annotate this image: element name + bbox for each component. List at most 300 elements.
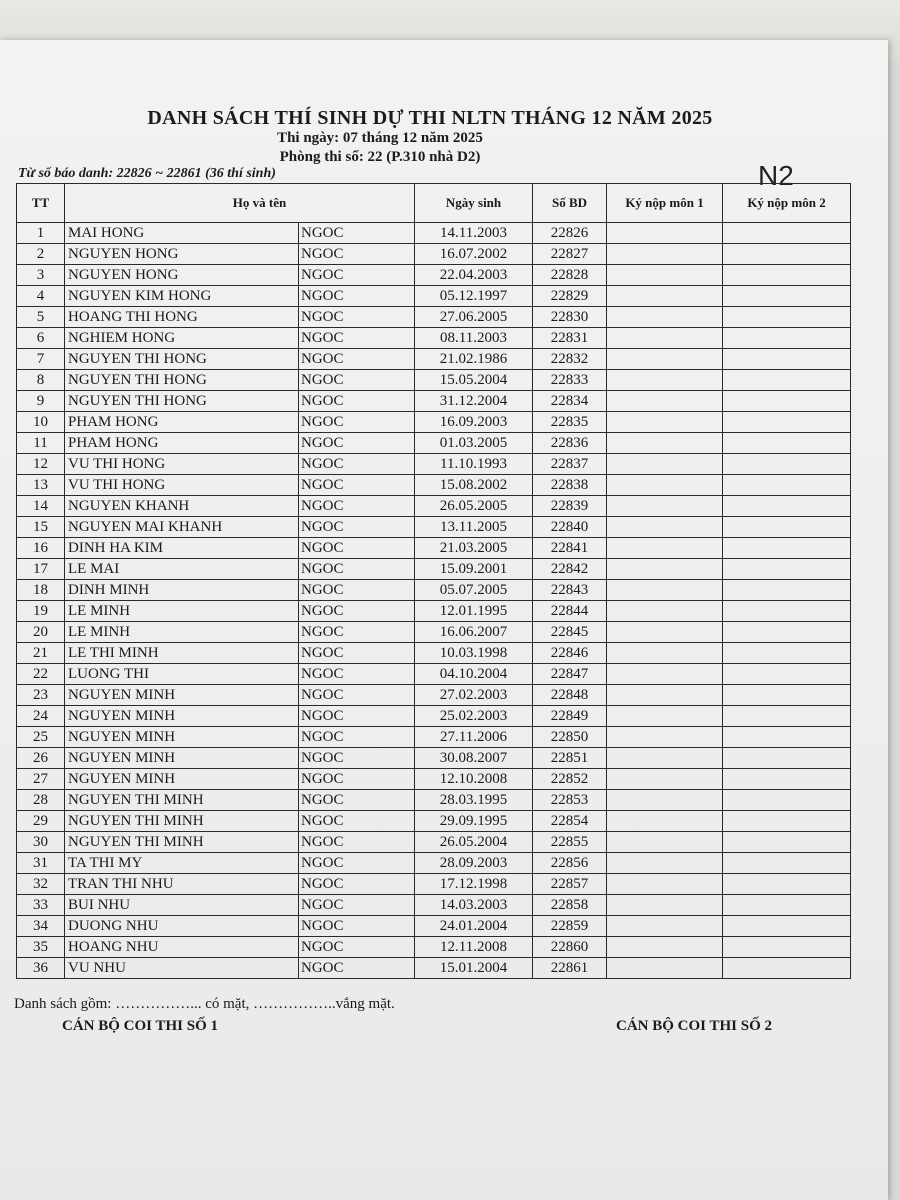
row-candidate-number: 22832 — [533, 349, 607, 370]
row-signature-subject-1[interactable] — [607, 832, 723, 853]
table-row — [17, 937, 851, 958]
row-signature-subject-1[interactable] — [607, 580, 723, 601]
row-birth-date: 14.11.2003 — [415, 223, 533, 244]
table-row — [17, 412, 851, 433]
row-surname: PHAM HONG — [65, 433, 299, 454]
row-signature-subject-1[interactable] — [607, 328, 723, 349]
row-number: 21 — [17, 643, 65, 664]
row-signature-subject-2[interactable] — [723, 307, 851, 328]
row-candidate-number: 22860 — [533, 937, 607, 958]
table-row — [17, 601, 851, 622]
row-given-name: NGOC — [299, 874, 415, 895]
row-number: 13 — [17, 475, 65, 496]
row-signature-subject-2[interactable] — [723, 454, 851, 475]
row-signature-subject-1[interactable] — [607, 664, 723, 685]
row-number: 6 — [17, 328, 65, 349]
table-row — [17, 790, 851, 811]
row-signature-subject-2[interactable] — [723, 706, 851, 727]
table-row — [17, 580, 851, 601]
row-birth-date: 05.12.1997 — [415, 286, 533, 307]
row-signature-subject-2[interactable] — [723, 790, 851, 811]
row-signature-subject-2[interactable] — [723, 517, 851, 538]
row-birth-date: 15.09.2001 — [415, 559, 533, 580]
row-surname: NGUYEN MINH — [65, 748, 299, 769]
row-given-name: NGOC — [299, 769, 415, 790]
row-candidate-number: 22828 — [533, 265, 607, 286]
row-candidate-number: 22843 — [533, 580, 607, 601]
row-candidate-number: 22861 — [533, 958, 607, 979]
row-candidate-number: 22836 — [533, 433, 607, 454]
row-surname: NGUYEN HONG — [65, 244, 299, 265]
row-surname: NGUYEN MINH — [65, 685, 299, 706]
table-row — [17, 559, 851, 580]
table-header-row — [17, 184, 851, 223]
row-given-name: NGOC — [299, 727, 415, 748]
row-given-name: NGOC — [299, 328, 415, 349]
table-row — [17, 265, 851, 286]
row-birth-date: 12.01.1995 — [415, 601, 533, 622]
row-signature-subject-2[interactable] — [723, 874, 851, 895]
row-surname: DINH HA KIM — [65, 538, 299, 559]
row-surname: LE MINH — [65, 601, 299, 622]
row-signature-subject-1[interactable] — [607, 853, 723, 874]
row-surname: NGUYEN MINH — [65, 769, 299, 790]
row-number: 7 — [17, 349, 65, 370]
handwritten-group-mark: N2 — [758, 160, 794, 191]
row-signature-subject-2[interactable] — [723, 559, 851, 580]
row-number: 18 — [17, 580, 65, 601]
row-birth-date: 08.11.2003 — [415, 328, 533, 349]
row-surname: NGUYEN MAI KHANH — [65, 517, 299, 538]
row-given-name: NGOC — [299, 706, 415, 727]
row-candidate-number: 22835 — [533, 412, 607, 433]
row-birth-date: 22.04.2003 — [415, 265, 533, 286]
row-surname: NGUYEN THI MINH — [65, 790, 299, 811]
row-birth-date: 16.06.2007 — [415, 622, 533, 643]
row-signature-subject-1[interactable] — [607, 223, 723, 244]
row-signature-subject-2[interactable] — [723, 601, 851, 622]
row-birth-date: 24.01.2004 — [415, 916, 533, 937]
row-number: 29 — [17, 811, 65, 832]
row-signature-subject-2[interactable] — [723, 853, 851, 874]
row-given-name: NGOC — [299, 517, 415, 538]
row-signature-subject-2[interactable] — [723, 265, 851, 286]
row-signature-subject-1[interactable] — [607, 622, 723, 643]
row-number: 19 — [17, 601, 65, 622]
row-signature-subject-2[interactable] — [723, 580, 851, 601]
table-row — [17, 685, 851, 706]
row-given-name: NGOC — [299, 538, 415, 559]
row-signature-subject-2[interactable] — [723, 832, 851, 853]
row-given-name: NGOC — [299, 307, 415, 328]
row-number: 32 — [17, 874, 65, 895]
row-surname: BUI NHU — [65, 895, 299, 916]
row-birth-date: 14.03.2003 — [415, 895, 533, 916]
table-row — [17, 328, 851, 349]
col-header-dob: Ngày sinh — [415, 184, 533, 223]
row-candidate-number: 22833 — [533, 370, 607, 391]
row-signature-subject-1[interactable] — [607, 454, 723, 475]
table-row — [17, 958, 851, 979]
row-candidate-number: 22839 — [533, 496, 607, 517]
row-signature-subject-1[interactable] — [607, 517, 723, 538]
row-given-name: NGOC — [299, 391, 415, 412]
row-given-name: NGOC — [299, 748, 415, 769]
row-number: 34 — [17, 916, 65, 937]
table-row — [17, 706, 851, 727]
row-number: 14 — [17, 496, 65, 517]
row-candidate-number: 22851 — [533, 748, 607, 769]
document-title: DANH SÁCH THÍ SINH DỰ THI NLTN THÁNG 12 NĂM 2025 — [147, 107, 713, 129]
row-birth-date: 17.12.1998 — [415, 874, 533, 895]
row-signature-subject-2[interactable] — [723, 916, 851, 937]
row-given-name: NGOC — [299, 811, 415, 832]
row-given-name: NGOC — [299, 916, 415, 937]
table-row — [17, 895, 851, 916]
row-birth-date: 21.03.2005 — [415, 538, 533, 559]
row-surname: MAI HONG — [65, 223, 299, 244]
row-given-name: NGOC — [299, 286, 415, 307]
table-row — [17, 517, 851, 538]
row-number: 23 — [17, 685, 65, 706]
row-given-name: NGOC — [299, 349, 415, 370]
table-row — [17, 496, 851, 517]
row-number: 20 — [17, 622, 65, 643]
row-number: 10 — [17, 412, 65, 433]
row-surname: TRAN THI NHU — [65, 874, 299, 895]
table-row — [17, 916, 851, 937]
row-candidate-number: 22831 — [533, 328, 607, 349]
row-signature-subject-1[interactable] — [607, 790, 723, 811]
row-signature-subject-1[interactable] — [607, 496, 723, 517]
row-signature-subject-1[interactable] — [607, 958, 723, 979]
row-given-name: NGOC — [299, 643, 415, 664]
row-number: 12 — [17, 454, 65, 475]
row-surname: LE THI MINH — [65, 643, 299, 664]
row-number: 2 — [17, 244, 65, 265]
row-given-name: NGOC — [299, 622, 415, 643]
row-signature-subject-1[interactable] — [607, 706, 723, 727]
row-candidate-number: 22852 — [533, 769, 607, 790]
row-given-name: NGOC — [299, 244, 415, 265]
row-birth-date: 28.09.2003 — [415, 853, 533, 874]
row-birth-date: 27.11.2006 — [415, 727, 533, 748]
row-given-name: NGOC — [299, 895, 415, 916]
row-signature-subject-1[interactable] — [607, 643, 723, 664]
row-candidate-number: 22854 — [533, 811, 607, 832]
row-candidate-number: 22850 — [533, 727, 607, 748]
row-birth-date: 28.03.1995 — [415, 790, 533, 811]
row-candidate-number: 22847 — [533, 664, 607, 685]
row-number: 35 — [17, 937, 65, 958]
row-birth-date: 15.08.2002 — [415, 475, 533, 496]
row-number: 26 — [17, 748, 65, 769]
row-given-name: NGOC — [299, 370, 415, 391]
table-row — [17, 748, 851, 769]
table-row — [17, 223, 851, 244]
row-given-name: NGOC — [299, 601, 415, 622]
row-candidate-number: 22858 — [533, 895, 607, 916]
row-signature-subject-2[interactable] — [723, 244, 851, 265]
row-candidate-number: 22846 — [533, 643, 607, 664]
col-header-sign2: Ký nộp môn 2 — [723, 184, 851, 223]
row-number: 27 — [17, 769, 65, 790]
table-row — [17, 622, 851, 643]
row-surname: NGUYEN THI HONG — [65, 391, 299, 412]
row-candidate-number: 22856 — [533, 853, 607, 874]
row-number: 5 — [17, 307, 65, 328]
row-surname: LUONG THI — [65, 664, 299, 685]
row-surname: NGUYEN THI MINH — [65, 832, 299, 853]
row-number: 4 — [17, 286, 65, 307]
table-row — [17, 286, 851, 307]
row-candidate-number: 22838 — [533, 475, 607, 496]
row-surname: HOANG NHU — [65, 937, 299, 958]
row-signature-subject-1[interactable] — [607, 349, 723, 370]
row-number: 15 — [17, 517, 65, 538]
row-candidate-number: 22859 — [533, 916, 607, 937]
row-signature-subject-2[interactable] — [723, 370, 851, 391]
row-signature-subject-2[interactable] — [723, 811, 851, 832]
row-candidate-number: 22849 — [533, 706, 607, 727]
row-birth-date: 05.07.2005 — [415, 580, 533, 601]
row-given-name: NGOC — [299, 832, 415, 853]
row-surname: DINH MINH — [65, 580, 299, 601]
row-signature-subject-1[interactable] — [607, 538, 723, 559]
row-birth-date: 31.12.2004 — [415, 391, 533, 412]
table-row — [17, 811, 851, 832]
row-signature-subject-1[interactable] — [607, 685, 723, 706]
row-signature-subject-1[interactable] — [607, 286, 723, 307]
row-signature-subject-1[interactable] — [607, 391, 723, 412]
row-birth-date: 01.03.2005 — [415, 433, 533, 454]
table-row — [17, 244, 851, 265]
row-surname: NGUYEN HONG — [65, 265, 299, 286]
row-surname: VU THI HONG — [65, 454, 299, 475]
row-signature-subject-1[interactable] — [607, 475, 723, 496]
table-row — [17, 349, 851, 370]
row-candidate-number: 22840 — [533, 517, 607, 538]
row-signature-subject-2[interactable] — [723, 475, 851, 496]
row-birth-date: 13.11.2005 — [415, 517, 533, 538]
row-given-name: NGOC — [299, 496, 415, 517]
row-number: 28 — [17, 790, 65, 811]
row-surname: NGUYEN KIM HONG — [65, 286, 299, 307]
table-row — [17, 454, 851, 475]
row-given-name: NGOC — [299, 265, 415, 286]
col-header-sbd: Số BD — [533, 184, 607, 223]
row-signature-subject-2[interactable] — [723, 412, 851, 433]
row-signature-subject-2[interactable] — [723, 748, 851, 769]
row-candidate-number: 22841 — [533, 538, 607, 559]
row-birth-date: 21.02.1986 — [415, 349, 533, 370]
row-given-name: NGOC — [299, 937, 415, 958]
row-surname: NGUYEN KHANH — [65, 496, 299, 517]
row-candidate-number: 22826 — [533, 223, 607, 244]
row-signature-subject-2[interactable] — [723, 223, 851, 244]
row-candidate-number: 22830 — [533, 307, 607, 328]
col-header-tt: TT — [17, 184, 65, 223]
attendance-summary: Danh sách gồm: ……………... có mặt, ……………..vắng mặt. — [14, 996, 395, 1012]
row-signature-subject-1[interactable] — [607, 727, 723, 748]
row-birth-date: 12.10.2008 — [415, 769, 533, 790]
row-given-name: NGOC — [299, 454, 415, 475]
row-birth-date: 27.02.2003 — [415, 685, 533, 706]
row-signature-subject-1[interactable] — [607, 412, 723, 433]
row-signature-subject-1[interactable] — [607, 370, 723, 391]
table-row — [17, 538, 851, 559]
row-birth-date: 29.09.1995 — [415, 811, 533, 832]
row-surname: NGHIEM HONG — [65, 328, 299, 349]
row-number: 17 — [17, 559, 65, 580]
col-header-name: Họ và tên — [65, 184, 415, 223]
row-signature-subject-1[interactable] — [607, 874, 723, 895]
table-row — [17, 832, 851, 853]
row-signature-subject-1[interactable] — [607, 244, 723, 265]
row-surname: NGUYEN THI MINH — [65, 811, 299, 832]
row-given-name: NGOC — [299, 685, 415, 706]
row-candidate-number: 22837 — [533, 454, 607, 475]
table-row — [17, 874, 851, 895]
candidate-table — [16, 183, 851, 979]
row-signature-subject-2[interactable] — [723, 538, 851, 559]
row-surname: NGUYEN THI HONG — [65, 349, 299, 370]
row-surname: PHAM HONG — [65, 412, 299, 433]
exam-date: Thi ngày: 07 tháng 12 năm 2025 — [277, 130, 483, 146]
row-signature-subject-1[interactable] — [607, 433, 723, 454]
row-birth-date: 30.08.2007 — [415, 748, 533, 769]
row-surname: NGUYEN THI HONG — [65, 370, 299, 391]
row-surname: NGUYEN MINH — [65, 727, 299, 748]
row-birth-date: 11.10.1993 — [415, 454, 533, 475]
row-signature-subject-1[interactable] — [607, 811, 723, 832]
row-signature-subject-1[interactable] — [607, 265, 723, 286]
row-signature-subject-2[interactable] — [723, 286, 851, 307]
row-surname: VU THI HONG — [65, 475, 299, 496]
row-given-name: NGOC — [299, 412, 415, 433]
row-number: 16 — [17, 538, 65, 559]
row-surname: LE MINH — [65, 622, 299, 643]
row-birth-date: 25.02.2003 — [415, 706, 533, 727]
row-birth-date: 16.09.2003 — [415, 412, 533, 433]
row-candidate-number: 22845 — [533, 622, 607, 643]
table-row — [17, 727, 851, 748]
row-given-name: NGOC — [299, 580, 415, 601]
row-number: 33 — [17, 895, 65, 916]
table-row — [17, 370, 851, 391]
row-given-name: NGOC — [299, 664, 415, 685]
table-row — [17, 853, 851, 874]
row-signature-subject-2[interactable] — [723, 391, 851, 412]
row-surname: NGUYEN MINH — [65, 706, 299, 727]
row-given-name: NGOC — [299, 853, 415, 874]
row-birth-date: 27.06.2005 — [415, 307, 533, 328]
proctor-2-label: CÁN BỘ COI THI SỐ 2 — [616, 1018, 773, 1034]
row-number: 3 — [17, 265, 65, 286]
row-given-name: NGOC — [299, 790, 415, 811]
table-row — [17, 769, 851, 790]
row-signature-subject-2[interactable] — [723, 958, 851, 979]
row-signature-subject-2[interactable] — [723, 895, 851, 916]
row-candidate-number: 22848 — [533, 685, 607, 706]
table-row — [17, 664, 851, 685]
row-number: 1 — [17, 223, 65, 244]
row-candidate-number: 22842 — [533, 559, 607, 580]
row-signature-subject-1[interactable] — [607, 937, 723, 958]
col-header-sign1: Ký nộp môn 1 — [607, 184, 723, 223]
row-signature-subject-2[interactable] — [723, 328, 851, 349]
row-signature-subject-1[interactable] — [607, 601, 723, 622]
row-signature-subject-1[interactable] — [607, 895, 723, 916]
table-row — [17, 307, 851, 328]
row-candidate-number: 22857 — [533, 874, 607, 895]
row-given-name: NGOC — [299, 223, 415, 244]
row-number: 9 — [17, 391, 65, 412]
row-candidate-number: 22853 — [533, 790, 607, 811]
row-signature-subject-1[interactable] — [607, 559, 723, 580]
table-row — [17, 475, 851, 496]
row-signature-subject-2[interactable] — [723, 937, 851, 958]
row-signature-subject-1[interactable] — [607, 769, 723, 790]
row-signature-subject-1[interactable] — [607, 916, 723, 937]
row-given-name: NGOC — [299, 559, 415, 580]
row-birth-date: 04.10.2004 — [415, 664, 533, 685]
row-number: 30 — [17, 832, 65, 853]
row-signature-subject-2[interactable] — [723, 643, 851, 664]
row-signature-subject-1[interactable] — [607, 307, 723, 328]
row-number: 25 — [17, 727, 65, 748]
table-row — [17, 643, 851, 664]
row-signature-subject-2[interactable] — [723, 727, 851, 748]
row-number: 11 — [17, 433, 65, 454]
row-candidate-number: 22844 — [533, 601, 607, 622]
row-signature-subject-2[interactable] — [723, 685, 851, 706]
row-surname: LE MAI — [65, 559, 299, 580]
row-number: 22 — [17, 664, 65, 685]
row-given-name: NGOC — [299, 958, 415, 979]
row-signature-subject-1[interactable] — [607, 748, 723, 769]
row-number: 36 — [17, 958, 65, 979]
row-surname: DUONG NHU — [65, 916, 299, 937]
row-number: 8 — [17, 370, 65, 391]
row-birth-date: 15.05.2004 — [415, 370, 533, 391]
table-row — [17, 433, 851, 454]
row-given-name: NGOC — [299, 475, 415, 496]
row-number: 24 — [17, 706, 65, 727]
row-birth-date: 26.05.2004 — [415, 832, 533, 853]
row-candidate-number: 22829 — [533, 286, 607, 307]
row-candidate-number: 22855 — [533, 832, 607, 853]
row-birth-date: 15.01.2004 — [415, 958, 533, 979]
row-candidate-number: 22827 — [533, 244, 607, 265]
table-row — [17, 391, 851, 412]
proctor-1-label: CÁN BỘ COI THI SỐ 1 — [62, 1018, 219, 1034]
candidate-range: Từ số báo danh: 22826 ~ 22861 (36 thí sinh) — [18, 166, 276, 181]
row-surname: VU NHU — [65, 958, 299, 979]
row-birth-date: 10.03.1998 — [415, 643, 533, 664]
row-signature-subject-2[interactable] — [723, 349, 851, 370]
row-number: 31 — [17, 853, 65, 874]
row-signature-subject-2[interactable] — [723, 769, 851, 790]
row-signature-subject-2[interactable] — [723, 622, 851, 643]
row-signature-subject-2[interactable] — [723, 664, 851, 685]
exam-room: Phòng thi số: 22 (P.310 nhà D2) — [279, 149, 481, 165]
row-birth-date: 26.05.2005 — [415, 496, 533, 517]
row-signature-subject-2[interactable] — [723, 496, 851, 517]
row-signature-subject-2[interactable] — [723, 433, 851, 454]
row-birth-date: 12.11.2008 — [415, 937, 533, 958]
row-given-name: NGOC — [299, 433, 415, 454]
